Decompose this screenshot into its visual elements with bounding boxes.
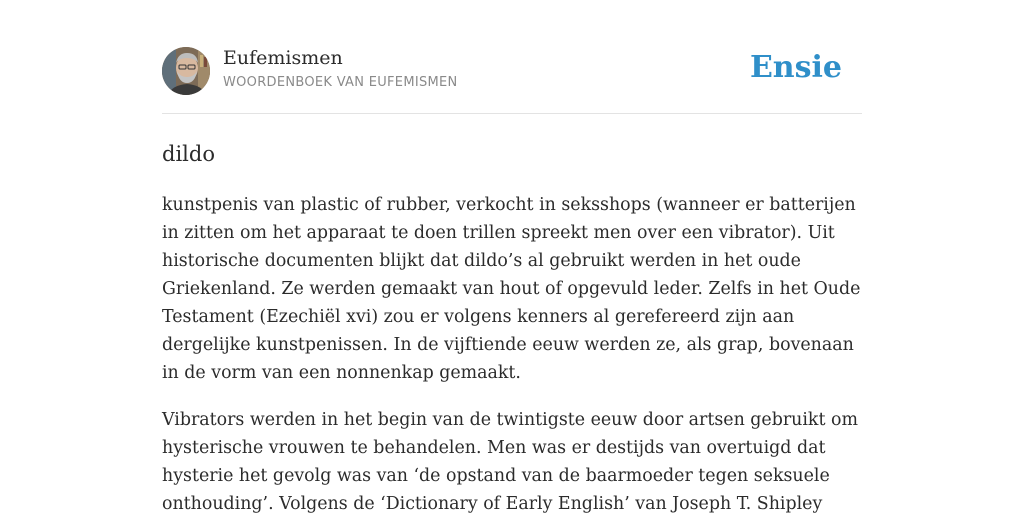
entry-content: [162, 140, 862, 518]
author-name[interactable]: Eufemismen: [223, 47, 343, 69]
ensie-logo-link[interactable]: Ensie: [749, 50, 842, 85]
author-subtitle[interactable]: WOORDENBOEK VAN EUFEMISMEN: [223, 75, 458, 90]
site-header: [162, 0, 862, 114]
page-content: [162, 0, 862, 518]
entry-paragraph: kunstpenis van plastic of rubber, verkocht in seksshops (wanneer er batterijen in zitten om het apparaat te doen trillen spreekt men over een vibrator). Uit historische documenten blijkt dat dildo’s al gebruikt werden in het oude Griekenland. Ze werden gemaakt van hout of opgevuld leder. Zelfs in het Oude Testament (Ezechiël xvi) zou er volgens kenners al gerefereerd zijn aan dergelijke kunstpenissen. In de vijftiende eeuw werden ze, als grap, bovenaan in de vorm van een nonnenkap gemaakt.: [162, 195, 861, 383]
entry-term: dildo: [162, 142, 215, 166]
avatar-portrait-image: [162, 47, 210, 95]
author-avatar[interactable]: [162, 47, 210, 95]
entry-paragraph: Vibrators werden in het begin van de twintigste eeuw door artsen gebruikt om hysterische vrouwen te behandelen. Men was er destijds van overtuigd dat hysterie het gevolg was van ‘de opstand van de baarmoeder tegen seksuele onthouding’. Volgens de ‘Dictionary of Early English’ van Joseph T. Shipley: [162, 410, 858, 514]
